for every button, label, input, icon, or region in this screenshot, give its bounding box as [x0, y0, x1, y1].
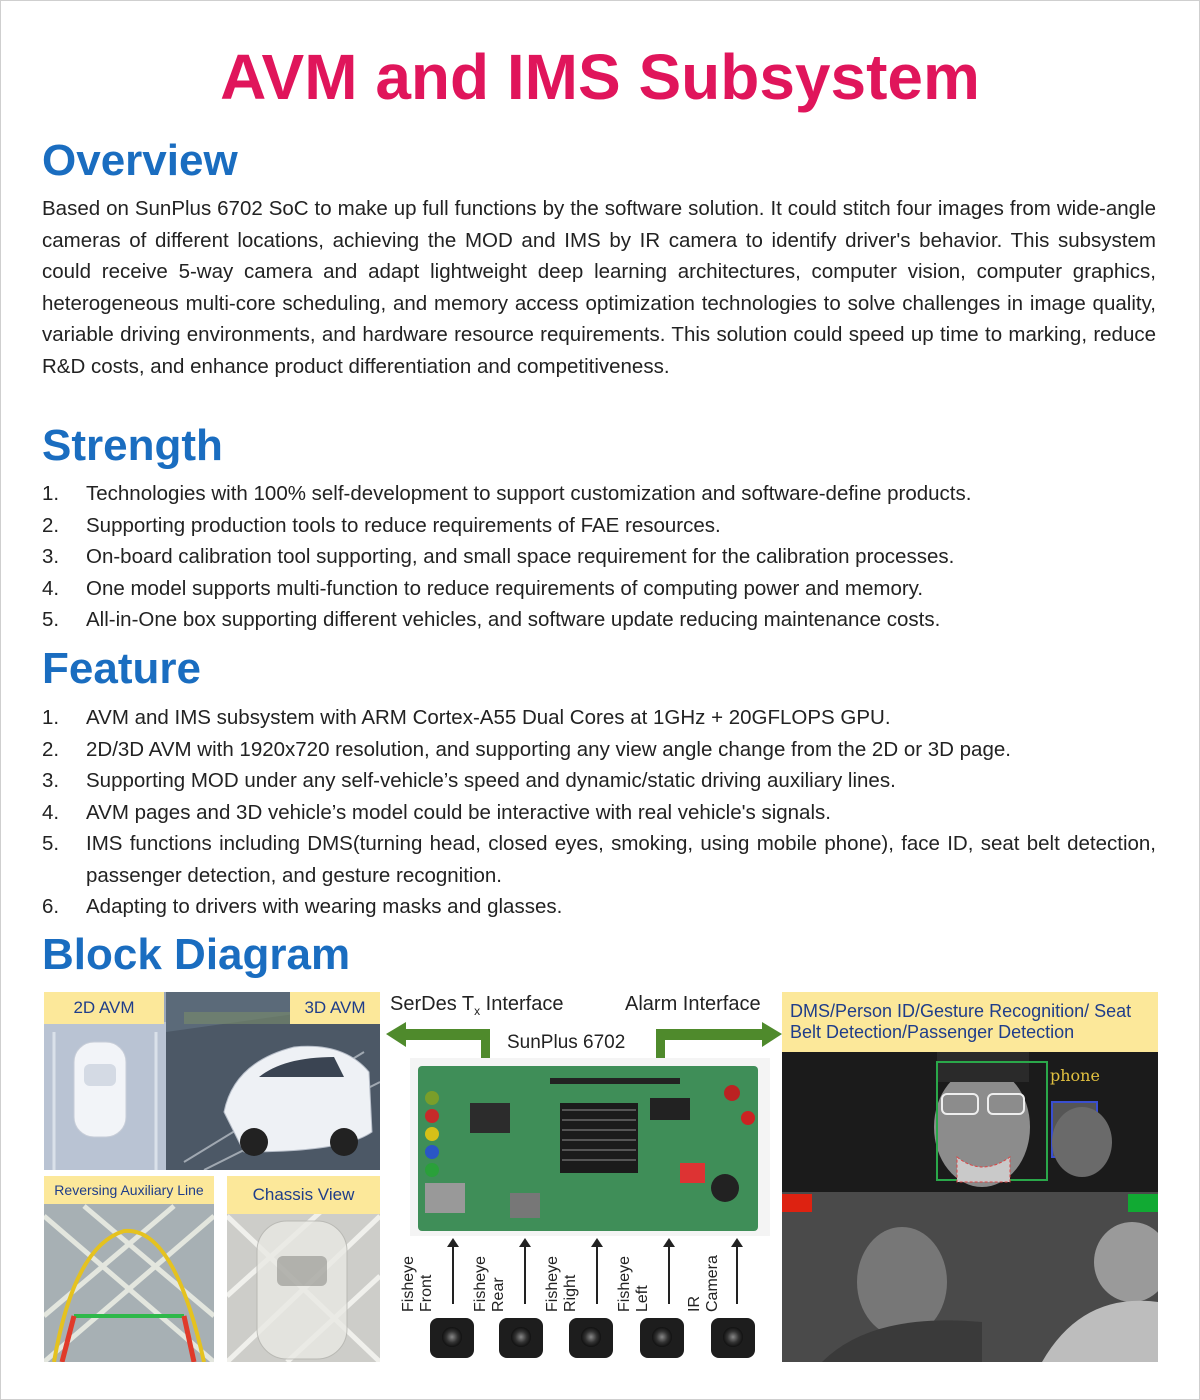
- camera-arrow-left: [668, 1246, 670, 1304]
- camera-label-right: Fisheye Right: [544, 1255, 579, 1312]
- feature-item: 1. AVM and IMS subsystem with ARM Cortex-A55 Dual Cores at 1GHz + 20GFLOPS GPU.: [42, 706, 891, 729]
- camera-label-rear: Fisheye Rear: [472, 1255, 507, 1312]
- feature-heading: Feature: [42, 644, 201, 693]
- soc-label: SunPlus 6702: [507, 1032, 626, 1053]
- camera-label-ir: IR Camera: [686, 1255, 721, 1312]
- strength-list: [42, 478, 1156, 636]
- camera-arrow-right: [596, 1246, 598, 1304]
- camera-icon-rear: [499, 1318, 543, 1358]
- label-3d-avm: 3D AVM: [290, 992, 380, 1024]
- feature-item: 5. IMS functions including DMS(turning head, closed eyes, smoking, using mobile phone), face ID, seat belt detection, passenger detection, and gesture recognition.: [42, 832, 1156, 887]
- overview-text: Based on SunPlus 6702 SoC to make up full functions by the software solution. It could stitch four images from wide-angle cameras of different locations, achieving the MOD and IMS by IR camera to identify driver's behavior. This subsystem could receive 5-way camera and adapt lightweight deep learning architectures, computer vision, computer graphics, heterogeneous multi-core scheduling, and memory access optimization technologies to solve challenges in image quality, variable driving environments, and hardware resource requirements. This solution could speed up time to marking, reduce R&D costs, and enhance product differentiation and competitiveness.: [42, 197, 1156, 378]
- strength-item: 2. Supporting production tools to reduce requirements of FAE resources.: [42, 513, 721, 537]
- camera-icon-right: [569, 1318, 613, 1358]
- overview-heading: Overview: [42, 136, 238, 185]
- alarm-interface-label: Alarm Interface: [625, 993, 761, 1015]
- label-reversing-auxiliary-line: Reversing Auxiliary Line: [44, 1176, 214, 1204]
- feature-item: 2. 2D/3D AVM with 1920x720 resolution, and supporting any view angle change from the 2D or 3D page.: [42, 737, 1011, 761]
- label-chassis-view: Chassis View: [227, 1176, 380, 1214]
- phone-detection-tag: phone: [1050, 1066, 1100, 1085]
- label-2d-avm: 2D AVM: [44, 992, 164, 1024]
- serdes-tx-interface-label: SerDes $T_x$ Interface: [390, 993, 564, 1018]
- feature-item: 3. Supporting MOD under any self-vehicle’s speed and dynamic/static driving auxiliary lines.: [42, 769, 896, 792]
- block-diagram-heading: Block Diagram: [42, 930, 351, 979]
- strength-item: 1. Technologies with 100% self-development to support customization and software-define products.: [42, 482, 972, 505]
- feature-list: [42, 702, 1156, 923]
- strength-item: 3. On-board calibration tool supporting, and small space requirement for the calibration processes.: [42, 545, 955, 568]
- dms-label: DMS/Person ID/Gesture Recognition/ Seat Belt Detection/Passenger Detection: [782, 992, 1158, 1052]
- camera-arrow-ir: [736, 1246, 738, 1304]
- dms-camera-image: [782, 1052, 1158, 1362]
- camera-icon-front: [430, 1318, 474, 1358]
- camera-label-left: Fisheye Left: [616, 1255, 651, 1312]
- strength-item: 4. One model supports multi-function to reduce requirements of computing power and memory.: [42, 576, 924, 600]
- page-title: AVM and IMS Subsystem: [220, 41, 980, 113]
- feature-item: 4. AVM pages and 3D vehicle’s model could be interactive with real vehicle's signals.: [42, 800, 831, 824]
- block-diagram: [0, 988, 1200, 1368]
- sunplus-6702-board-image: [410, 1058, 770, 1236]
- strength-item: 5. All-in-One box supporting different vehicles, and software update reducing maintenance costs.: [42, 608, 941, 631]
- camera-arrow-front: [452, 1246, 454, 1304]
- camera-icon-left: [640, 1318, 684, 1358]
- feature-item: 6. Adapting to drivers with wearing masks and glasses.: [42, 895, 563, 918]
- camera-arrow-rear: [524, 1246, 526, 1304]
- strength-heading: Strength: [42, 421, 223, 470]
- camera-icon-ir: [711, 1318, 755, 1358]
- camera-label-front: Fisheye Front: [400, 1255, 435, 1312]
